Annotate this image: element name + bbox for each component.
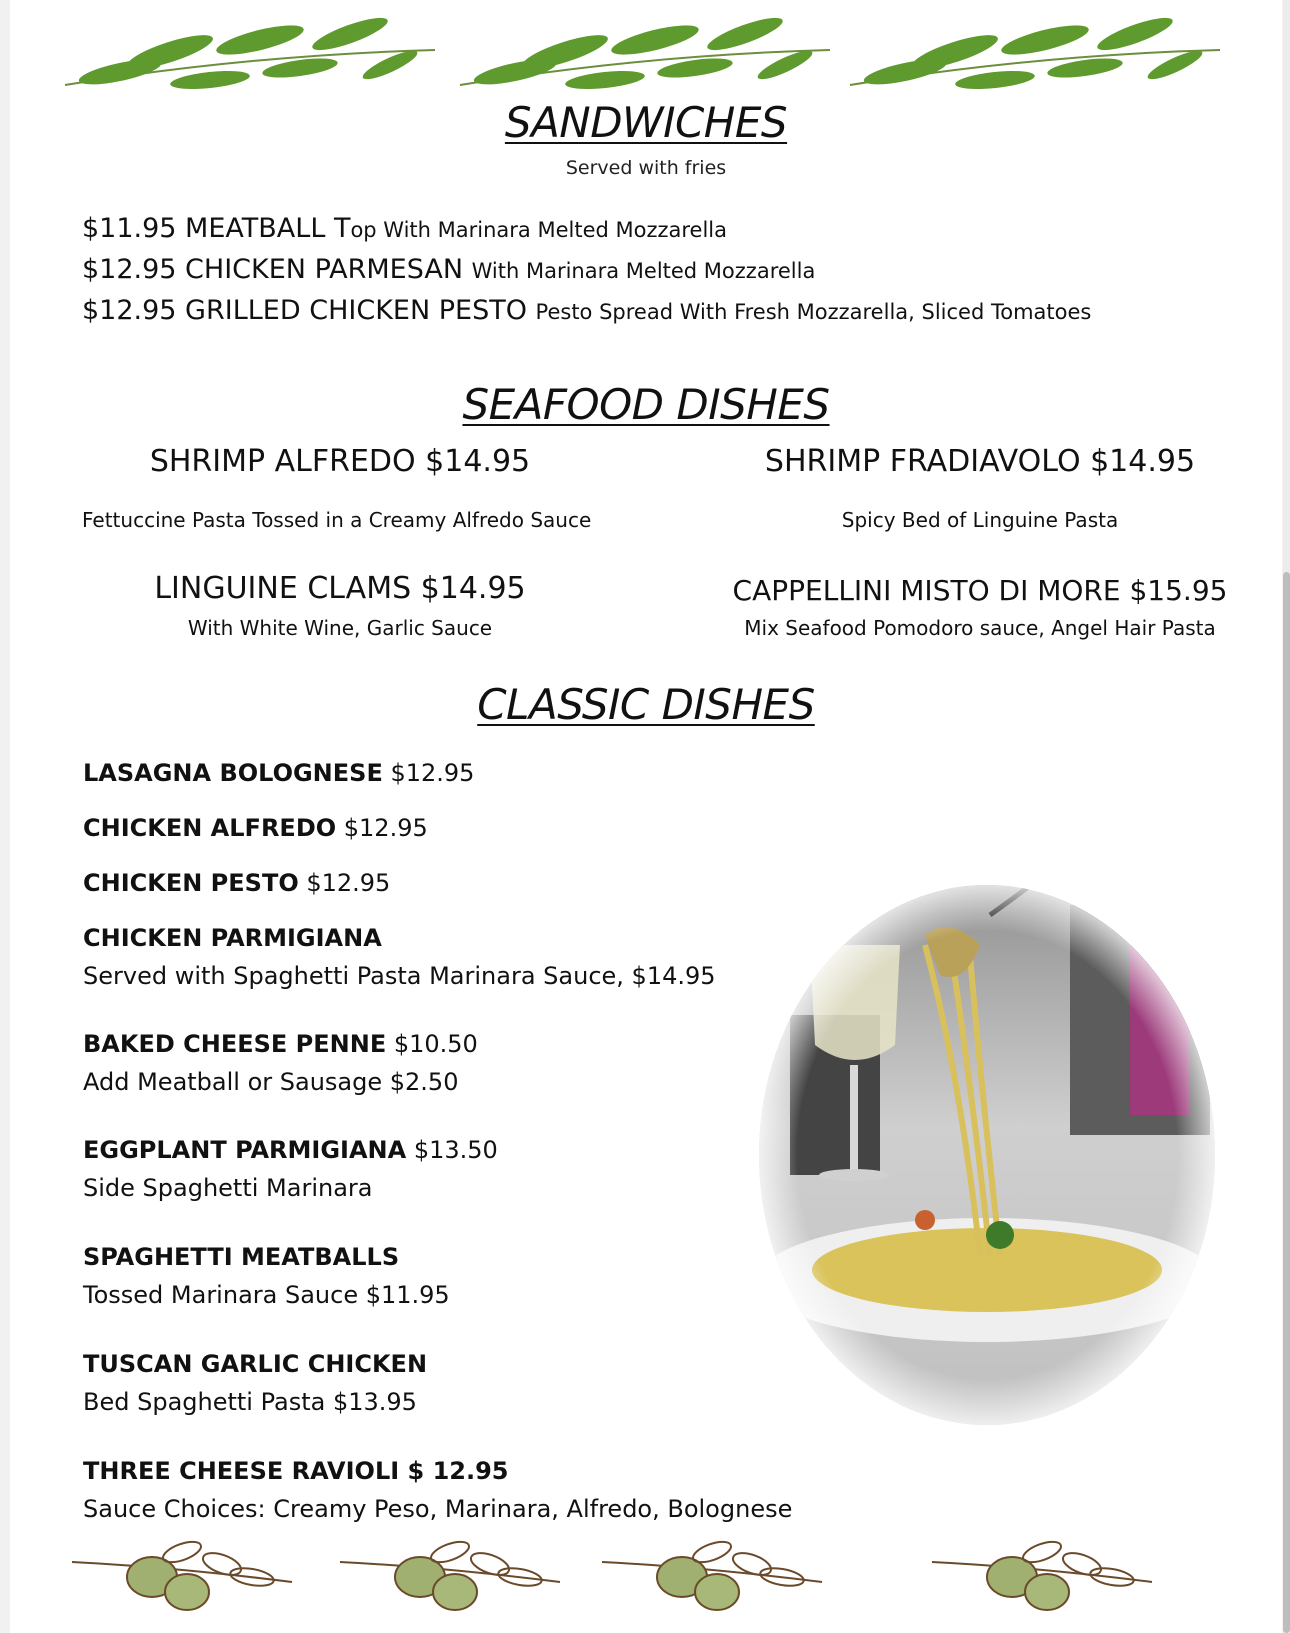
sandwiches-heading: SANDWICHES — [504, 98, 788, 147]
classic-item: CHICKEN PARMIGIANA Served with Spaghetti Pasta Marinara Sauce, $14.95 — [83, 924, 716, 990]
menu-page — [10, 0, 1282, 1633]
pasta-photo — [750, 875, 1225, 1435]
classic-heading: CLASSIC DISHES — [477, 680, 815, 729]
classic-item: CHICKEN PESTO $12.95 — [83, 869, 391, 897]
seafood-heading: SEAFOOD DISHES — [462, 380, 830, 429]
classic-item: EGGPLANT PARMIGIANA $13.50 Side Spaghetti Marinara — [83, 1136, 498, 1202]
seafood-item-desc: With White Wine, Garlic Sauce — [187, 616, 493, 640]
seafood-item-desc: Fettuccine Pasta Tossed in a Creamy Alfredo Sauce — [82, 508, 592, 532]
classic-item: SPAGHETTI MEATBALLS Tossed Marinara Sauce $11.95 — [83, 1243, 450, 1309]
seafood-item-title: CAPPELLINI MISTO DI MORE $15.95 — [732, 574, 1228, 607]
classic-item: CHICKEN ALFREDO $12.95 — [83, 814, 428, 842]
seafood-item-desc: Spicy Bed of Linguine Pasta — [841, 508, 1119, 532]
sandwiches-subtitle: Served with fries — [565, 157, 727, 179]
scrollbar-thumb[interactable] — [1283, 572, 1290, 1633]
olive-drawing-decoration — [340, 1522, 565, 1633]
seafood-item-title: LINGUINE CLAMS $14.95 — [154, 571, 526, 606]
seafood-item-title: SHRIMP ALFREDO $14.95 — [149, 444, 531, 479]
classic-item: TUSCAN GARLIC CHICKEN Bed Spaghetti Pasta $13.95 — [83, 1350, 428, 1416]
olive-drawing-decoration — [932, 1522, 1157, 1633]
classic-item: THREE CHEESE RAVIOLI $ 12.95 Sauce Choices: Creamy Peso, Marinara, Alfredo, Bolognese — [83, 1457, 793, 1523]
olive-drawing-decoration — [602, 1522, 827, 1633]
olive-branch-decoration — [845, 10, 1225, 105]
classic-item: BAKED CHEESE PENNE $10.50 Add Meatball or Sausage $2.50 — [83, 1030, 478, 1096]
olive-branch-decoration — [455, 10, 835, 105]
sandwich-item: $12.95 GRILLED CHICKEN PESTO Pesto Spread With Fresh Mozzarella, Sliced Tomatoes — [82, 295, 1092, 326]
olive-drawing-decoration — [72, 1522, 297, 1633]
sandwich-item: $11.95 MEATBALL Top With Marinara Melted Mozzarella — [82, 213, 728, 244]
seafood-item-desc: Mix Seafood Pomodoro sauce, Angel Hair Pasta — [744, 616, 1216, 640]
classic-item: LASAGNA BOLOGNESE $12.95 — [83, 759, 475, 787]
olive-branch-decoration — [60, 10, 440, 105]
sandwich-item: $12.95 CHICKEN PARMESAN With Marinara Melted Mozzarella — [82, 254, 816, 285]
seafood-item-title: SHRIMP FRADIAVOLO $14.95 — [764, 444, 1196, 479]
